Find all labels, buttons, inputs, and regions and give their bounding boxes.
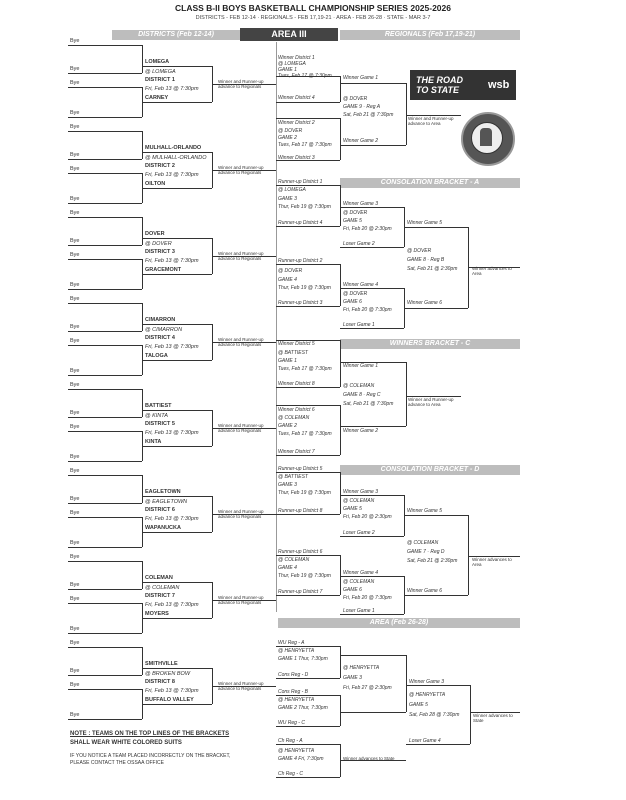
bye-label: Bye <box>70 296 80 302</box>
bye-label: Bye <box>70 210 80 216</box>
bye-line <box>68 503 142 504</box>
district-site: @ KINTA <box>145 413 168 419</box>
bye-line <box>68 647 142 648</box>
district-name: DISTRICT 5 <box>145 421 175 427</box>
bye-line <box>68 289 142 290</box>
divider <box>276 42 277 612</box>
team-line <box>142 152 212 153</box>
district-site: @ COLEMAN <box>145 585 180 591</box>
bye-label: Bye <box>70 38 80 44</box>
bye-line <box>68 603 142 604</box>
team-name-bottom: BUFFALO VALLEY <box>145 697 194 703</box>
district-date: Fri, Feb 13 @ 7:30pm <box>145 516 199 522</box>
bye-label: Bye <box>70 110 80 116</box>
bye-line <box>68 561 142 562</box>
district-date: Fri, Feb 13 @ 7:30pm <box>145 688 199 694</box>
team-name-top: CIMARRON <box>145 317 176 323</box>
bye-line <box>68 517 142 518</box>
bye-label: Bye <box>70 238 80 244</box>
bye-line <box>68 303 142 304</box>
team-line <box>142 618 212 619</box>
bye-label: Bye <box>70 324 80 330</box>
bye-line <box>68 547 142 548</box>
district-name: DISTRICT 6 <box>145 507 175 513</box>
team-line <box>142 274 212 275</box>
bye-line <box>68 431 142 432</box>
team-name-top: SMITHVILLE <box>145 661 178 667</box>
page-title: CLASS B-II BOYS BASKETBALL CHAMPIONSHIP SERIES 2025-2026 <box>174 3 451 13</box>
bracket-connector <box>142 131 143 159</box>
bye-label: Bye <box>70 712 80 718</box>
consolation-a-bar: CONSOLATION BRACKET - A <box>340 178 520 188</box>
bye-line <box>68 719 142 720</box>
team-name-top: DOVER <box>145 231 165 237</box>
team-line <box>142 496 212 497</box>
bye-line <box>68 245 142 246</box>
advance-note: Winner and Runner-up advance to Regionals <box>218 681 264 691</box>
bye-line <box>68 173 142 174</box>
team-line <box>142 532 212 533</box>
district-site: @ MULHALL-ORLANDO <box>145 155 207 161</box>
bye-line <box>68 475 142 476</box>
area3-bar: AREA III <box>240 28 338 41</box>
winners-c-bar: WINNERS BRACKET - C <box>340 339 520 349</box>
ossaa-seal-icon <box>461 112 515 166</box>
bye-label: Bye <box>70 410 80 416</box>
bye-line <box>68 87 142 88</box>
districts-bar: DISTRICTS (Feb 12-14) <box>112 30 240 40</box>
bracket-connector <box>142 303 143 331</box>
district-site: @ EAGLETOWN <box>145 499 188 505</box>
advance-note: Winner and Runner-up advance to Regionals <box>218 595 264 605</box>
bye-line <box>68 73 142 74</box>
bye-label: Bye <box>70 496 80 502</box>
bye-line <box>68 159 142 160</box>
bye-label: Bye <box>70 582 80 588</box>
bye-line <box>68 589 142 590</box>
bye-label: Bye <box>70 454 80 460</box>
bye-label: Bye <box>70 282 80 288</box>
bye-line <box>68 633 142 634</box>
advance-note: Winner and Runner-up advance to Regionals <box>218 79 264 89</box>
team-line <box>142 360 212 361</box>
district-date: Fri, Feb 13 @ 7:30pm <box>145 172 199 178</box>
bye-line <box>68 45 142 46</box>
advance-note: Winner and Runner-up advance to Regionals <box>218 423 264 433</box>
bye-line <box>68 389 142 390</box>
district-name: DISTRICT 4 <box>145 335 175 341</box>
bye-label: Bye <box>70 424 80 430</box>
bye-label: Bye <box>70 668 80 674</box>
team-name-top: EAGLETOWN <box>145 489 181 495</box>
team-line <box>142 238 212 239</box>
bye-line <box>68 203 142 204</box>
schedule-dates: DISTRICTS - FEB 12-14 · REGIONALS - FEB 17,19-21 · AREA - FEB 26-28 · STATE - MAR 3-7 <box>195 15 431 21</box>
bracket-connector <box>142 45 143 73</box>
district-name: DISTRICT 8 <box>145 679 175 685</box>
district-date: Fri, Feb 13 @ 7:30pm <box>145 602 199 608</box>
advance-note: Winner and Runner-up advance to Regionals <box>218 251 264 261</box>
bye-label: Bye <box>70 80 80 86</box>
team-name-bottom: CARNEY <box>145 95 169 101</box>
team-line <box>142 668 212 669</box>
team-name-bottom: OILTON <box>145 181 166 187</box>
team-name-top: LOMEGA <box>145 59 170 65</box>
bye-line <box>68 259 142 260</box>
bye-line <box>68 117 142 118</box>
bye-line <box>68 375 142 376</box>
district-date: Fri, Feb 13 @ 7:30pm <box>145 86 199 92</box>
team-name-top: MULHALL-ORLANDO <box>145 145 202 151</box>
advance-note: Winner and Runner-up advance to Regionals <box>218 337 264 347</box>
team-line <box>142 446 212 447</box>
bye-label: Bye <box>70 66 80 72</box>
bye-line <box>68 689 142 690</box>
team-line <box>142 66 212 67</box>
team-name-top: BATTIEST <box>145 403 172 409</box>
team-line <box>142 410 212 411</box>
area-bar: AREA (Feb 26-28) <box>278 618 520 628</box>
district-site: @ LOMEGA <box>145 69 176 75</box>
team-name-bottom: TALOGA <box>145 353 168 359</box>
district-name: DISTRICT 3 <box>145 249 175 255</box>
team-line <box>142 102 212 103</box>
team-name-bottom: GRACEMONT <box>145 267 182 273</box>
district-date: Fri, Feb 13 @ 7:30pm <box>145 430 199 436</box>
bracket-connector <box>142 561 143 589</box>
bye-label: Bye <box>70 596 80 602</box>
bracket-connector <box>142 647 143 675</box>
regionals-bar: REGIONALS (Feb 17,19-21) <box>340 30 520 40</box>
bye-line <box>68 417 142 418</box>
bracket-connector <box>142 475 143 503</box>
bye-label: Bye <box>70 468 80 474</box>
district-site: @ BROKEN BOW <box>145 671 191 677</box>
bye-label: Bye <box>70 124 80 130</box>
bye-line <box>68 461 142 462</box>
district-name: DISTRICT 1 <box>145 77 175 83</box>
district-date: Fri, Feb 13 @ 7:30pm <box>145 258 199 264</box>
district-site: @ DOVER <box>145 241 172 247</box>
bracket-connector <box>142 389 143 417</box>
bye-label: Bye <box>70 338 80 344</box>
team-line <box>142 582 212 583</box>
bye-label: Bye <box>70 152 80 158</box>
bye-label: Bye <box>70 640 80 646</box>
bye-label: Bye <box>70 554 80 560</box>
team-line <box>142 324 212 325</box>
district-name: DISTRICT 7 <box>145 593 175 599</box>
bye-label: Bye <box>70 166 80 172</box>
bye-line <box>68 131 142 132</box>
district-site: @ CIMARRON <box>145 327 183 333</box>
bye-line <box>68 675 142 676</box>
bye-label: Bye <box>70 196 80 202</box>
bye-label: Bye <box>70 682 80 688</box>
bye-label: Bye <box>70 382 80 388</box>
bye-label: Bye <box>70 368 80 374</box>
team-name-bottom: WAPANUCKA <box>145 525 181 531</box>
bye-label: Bye <box>70 626 80 632</box>
district-name: DISTRICT 2 <box>145 163 175 169</box>
advance-note: Winner and Runner-up advance to Regionals <box>218 509 264 519</box>
bye-line <box>68 345 142 346</box>
team-name-bottom: KINTA <box>145 439 162 445</box>
bye-label: Bye <box>70 510 80 516</box>
bye-label: Bye <box>70 540 80 546</box>
road-to-state-logo: THE ROAD TO STATE wsb <box>410 70 516 100</box>
bye-line <box>68 217 142 218</box>
bye-label: Bye <box>70 252 80 258</box>
bracket-connector <box>142 217 143 245</box>
advance-note: Winner and Runner-up advance to Regionals <box>218 165 264 175</box>
bye-line <box>68 331 142 332</box>
team-line <box>142 188 212 189</box>
consolation-d-bar: CONSOLATION BRACKET - D <box>340 465 520 475</box>
team-name-top: COLEMAN <box>145 575 173 581</box>
team-line <box>142 704 212 705</box>
team-name-bottom: MOYERS <box>145 611 169 617</box>
district-date: Fri, Feb 13 @ 7:30pm <box>145 344 199 350</box>
